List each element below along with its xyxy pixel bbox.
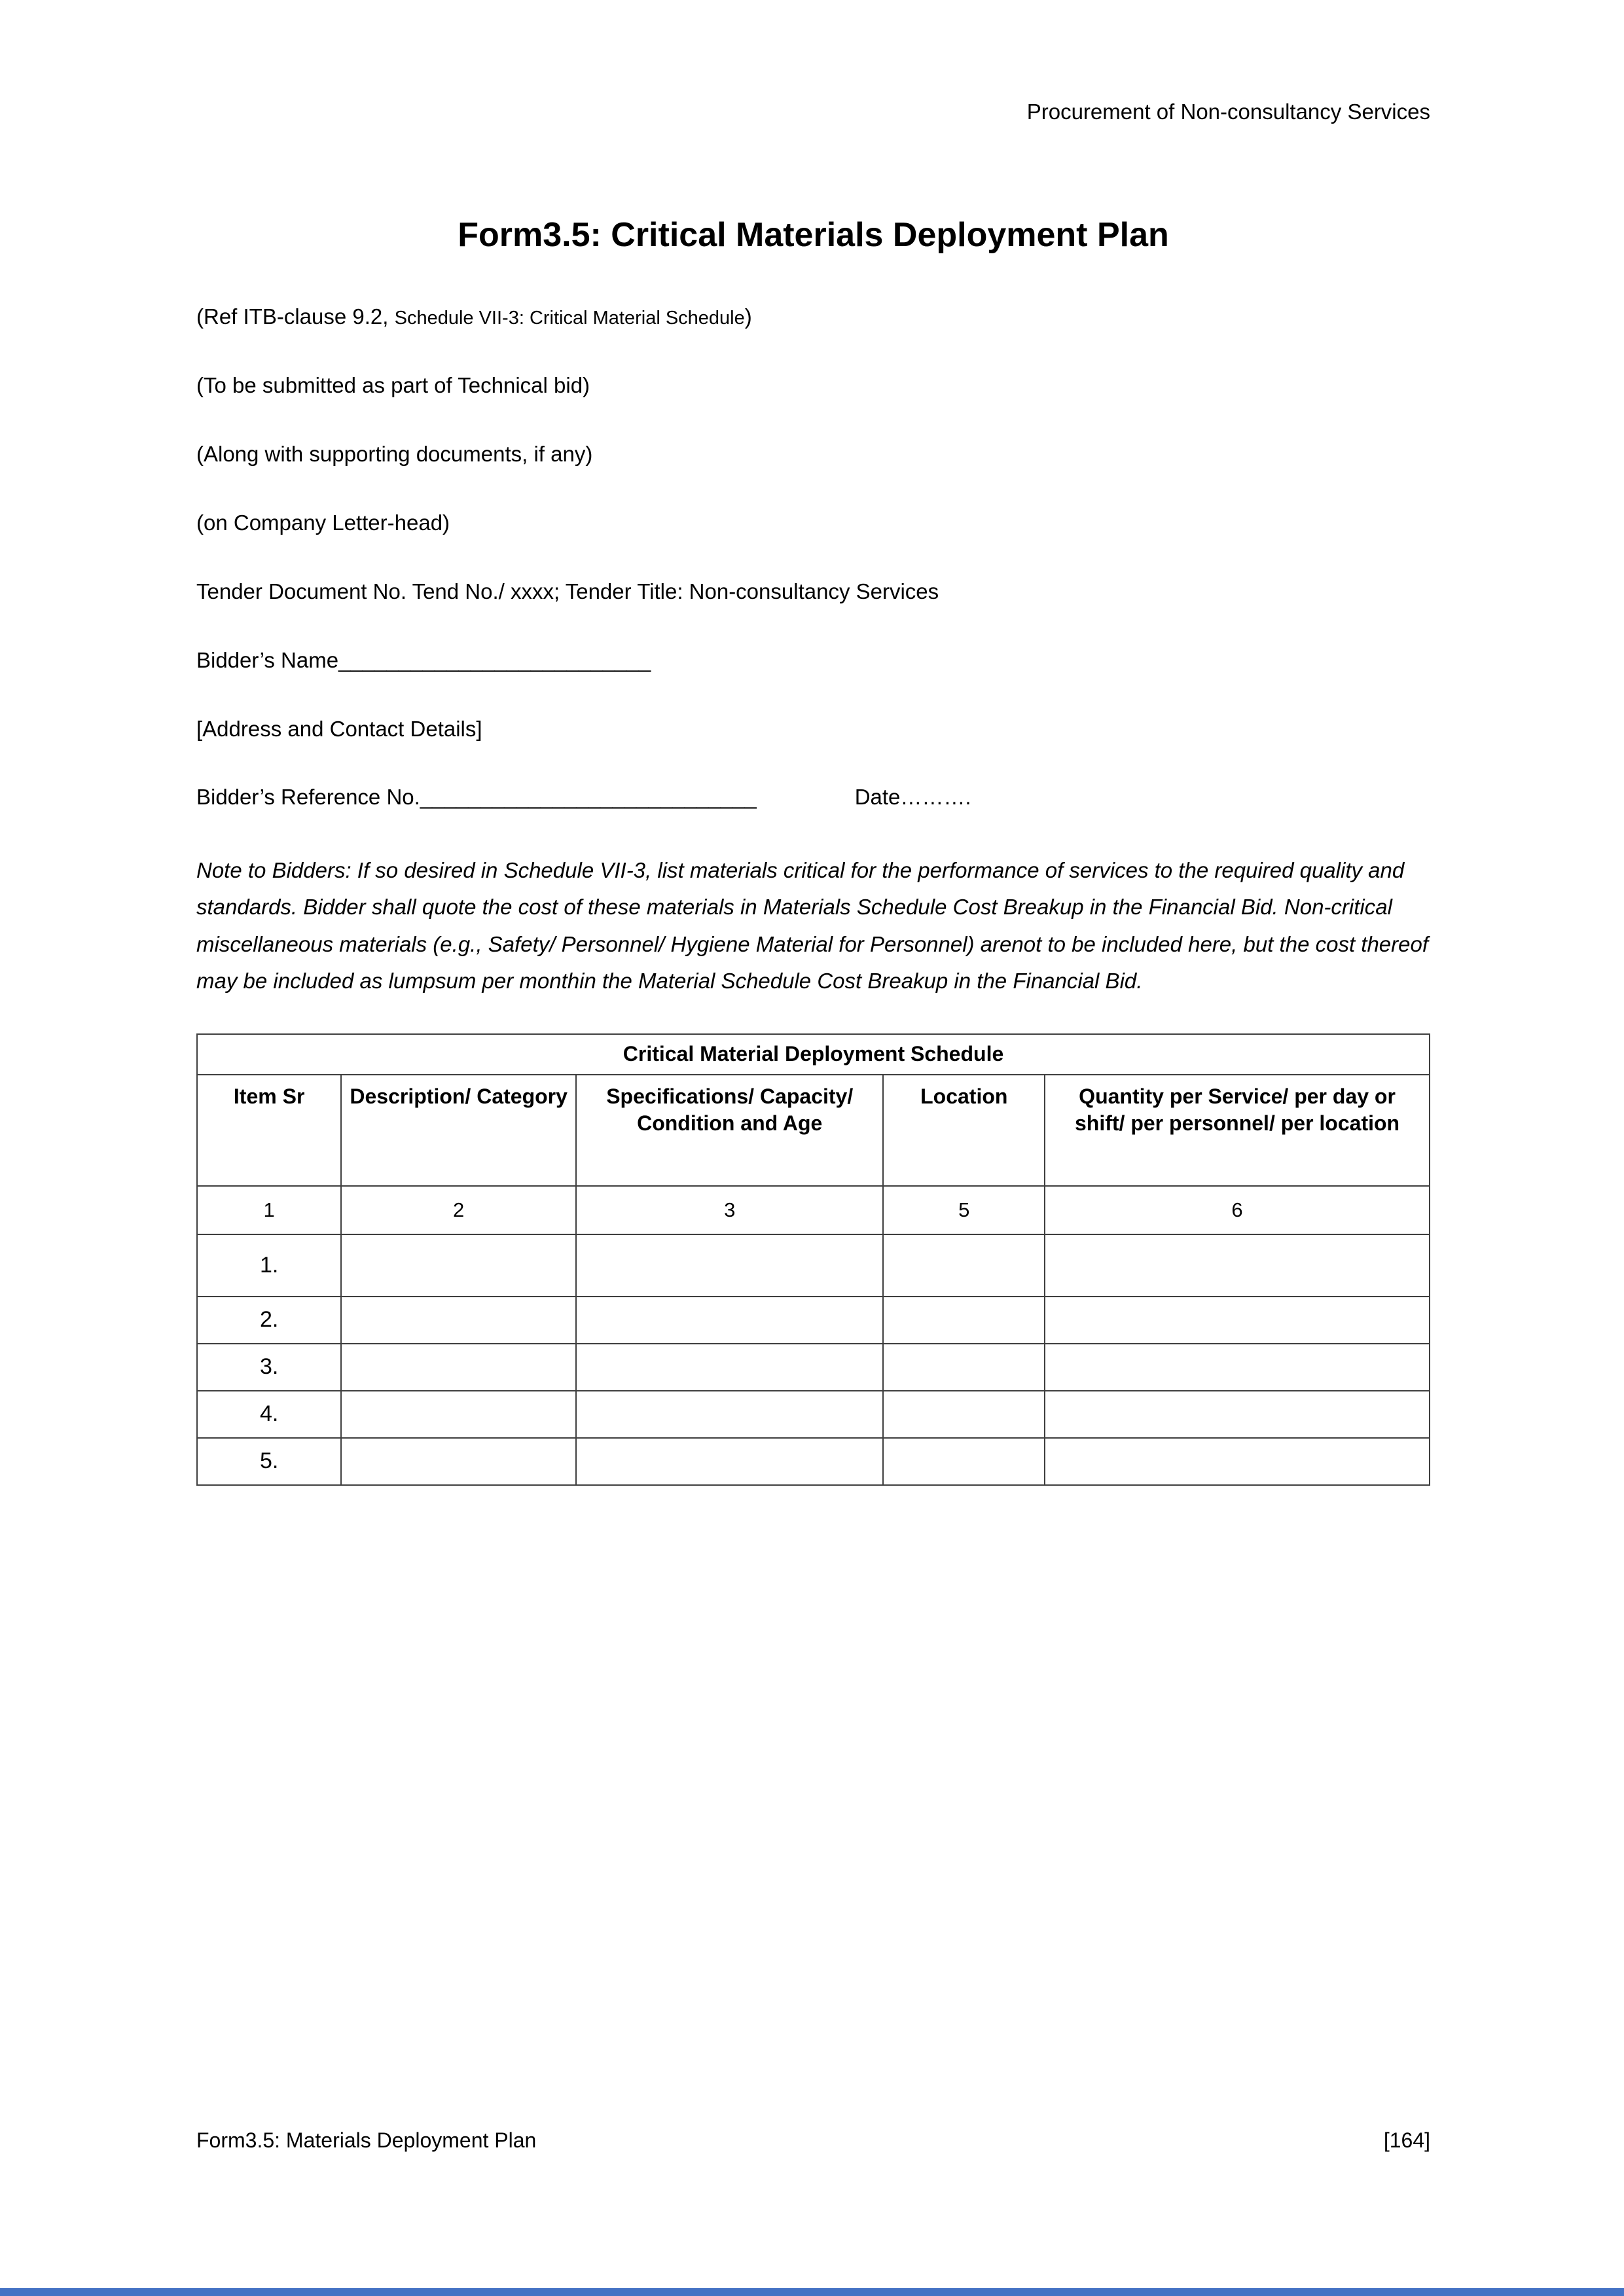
ref-suffix: )	[744, 304, 752, 329]
bidder-name-blank: __________________________	[338, 647, 651, 672]
row-cell-specifications	[576, 1344, 883, 1391]
row-sr: 1.	[197, 1234, 341, 1297]
bidder-name-label: Bidder’s Name	[196, 647, 339, 672]
row-sr: 3.	[197, 1344, 341, 1391]
footer-left-text: Form3.5: Materials Deployment Plan	[196, 2128, 537, 2152]
column-header-quantity: Quantity per Service/ per day or shift/ per personnel/ per location	[1045, 1075, 1430, 1186]
table-row	[197, 1297, 1430, 1344]
row-cell-quantity	[1045, 1234, 1430, 1297]
bidder-reference-line	[196, 783, 1430, 812]
row-cell-location	[883, 1297, 1045, 1344]
submission-note: (To be submitted as part of Technical bid)	[196, 373, 590, 398]
column-number-row	[197, 1186, 1430, 1234]
table-row	[197, 1438, 1430, 1485]
row-cell-location	[883, 1438, 1045, 1485]
row-sr: 5.	[197, 1438, 341, 1485]
bidder-name-line	[196, 647, 1430, 675]
table-row	[197, 1234, 1430, 1297]
column-header-specifications: Specifications/ Capacity/ Condition and Age	[576, 1075, 883, 1186]
row-cell-quantity	[1045, 1344, 1430, 1391]
row-cell-description	[341, 1297, 576, 1344]
row-cell-location	[883, 1391, 1045, 1438]
row-cell-description	[341, 1391, 576, 1438]
row-cell-specifications	[576, 1234, 883, 1297]
footer-page-number: [164]	[1383, 2128, 1430, 2152]
column-number: 6	[1045, 1186, 1430, 1234]
row-cell-quantity	[1045, 1297, 1430, 1344]
table-row	[197, 1391, 1430, 1438]
row-cell-specifications	[576, 1391, 883, 1438]
table-row	[197, 1344, 1430, 1391]
ref-schedule-text: Schedule VII-3: Critical Material Schedule	[394, 308, 745, 329]
critical-material-schedule-table	[196, 1033, 1430, 1486]
supporting-docs-note: (Along with supporting documents, if any)	[196, 442, 593, 467]
table-caption-row	[197, 1034, 1430, 1075]
page-header	[196, 98, 1430, 125]
column-header-item-sr: Item Sr	[197, 1075, 341, 1186]
column-header-location: Location	[883, 1075, 1045, 1186]
table-header-row	[197, 1075, 1430, 1186]
bidder-reference-blank: ____________________________	[420, 785, 757, 810]
letterhead-note: (on Company Letter-head)	[196, 510, 450, 535]
column-number: 1	[197, 1186, 341, 1234]
row-sr: 2.	[197, 1297, 341, 1344]
row-cell-specifications	[576, 1297, 883, 1344]
row-cell-description	[341, 1234, 576, 1297]
row-cell-quantity	[1045, 1391, 1430, 1438]
bidder-reference-label: Bidder’s Reference No.	[196, 785, 420, 810]
row-cell-quantity	[1045, 1438, 1430, 1485]
ref-line	[196, 303, 1430, 331]
header-right-text: Procurement of Non-consultancy Services	[1026, 99, 1430, 124]
tender-document-line: Tender Document No. Tend No./ xxxx; Tender Title: Non-consultancy Services	[196, 579, 939, 603]
column-header-description: Description/ Category	[341, 1075, 576, 1186]
note-to-bidders: Note to Bidders: If so desired in Schedule VII-3, list materials critical for the performance of services to the required quality and standards. Bidder shall quote the cost of these materials in Materials Schedule Cost Breakup in the Financial Bid. Non-critical miscellaneous materials (e.g., Safety/ Personnel/ Hygiene Material for Personnel) arenot to be included here, but the cost thereof may be included as lumpsum per monthin the Material Schedule Cost Breakup in the Financial Bid.	[196, 858, 1429, 993]
column-number: 3	[576, 1186, 883, 1234]
address-line: [Address and Contact Details]	[196, 716, 482, 741]
row-cell-specifications	[576, 1438, 883, 1485]
row-cell-description	[341, 1344, 576, 1391]
column-number: 2	[341, 1186, 576, 1234]
page-title: Form3.5: Critical Materials Deployment Plan	[458, 216, 1169, 255]
column-number: 5	[883, 1186, 1045, 1234]
table-caption: Critical Material Deployment Schedule	[197, 1034, 1430, 1075]
row-sr: 4.	[197, 1391, 341, 1438]
row-cell-location	[883, 1234, 1045, 1297]
bottom-blue-bar	[0, 2288, 1624, 2296]
row-cell-location	[883, 1344, 1045, 1391]
date-label: Date……….	[854, 785, 971, 810]
ref-prefix: (Ref ITB-clause 9.2,	[196, 304, 395, 329]
row-cell-description	[341, 1438, 576, 1485]
page-footer	[196, 2127, 1430, 2153]
